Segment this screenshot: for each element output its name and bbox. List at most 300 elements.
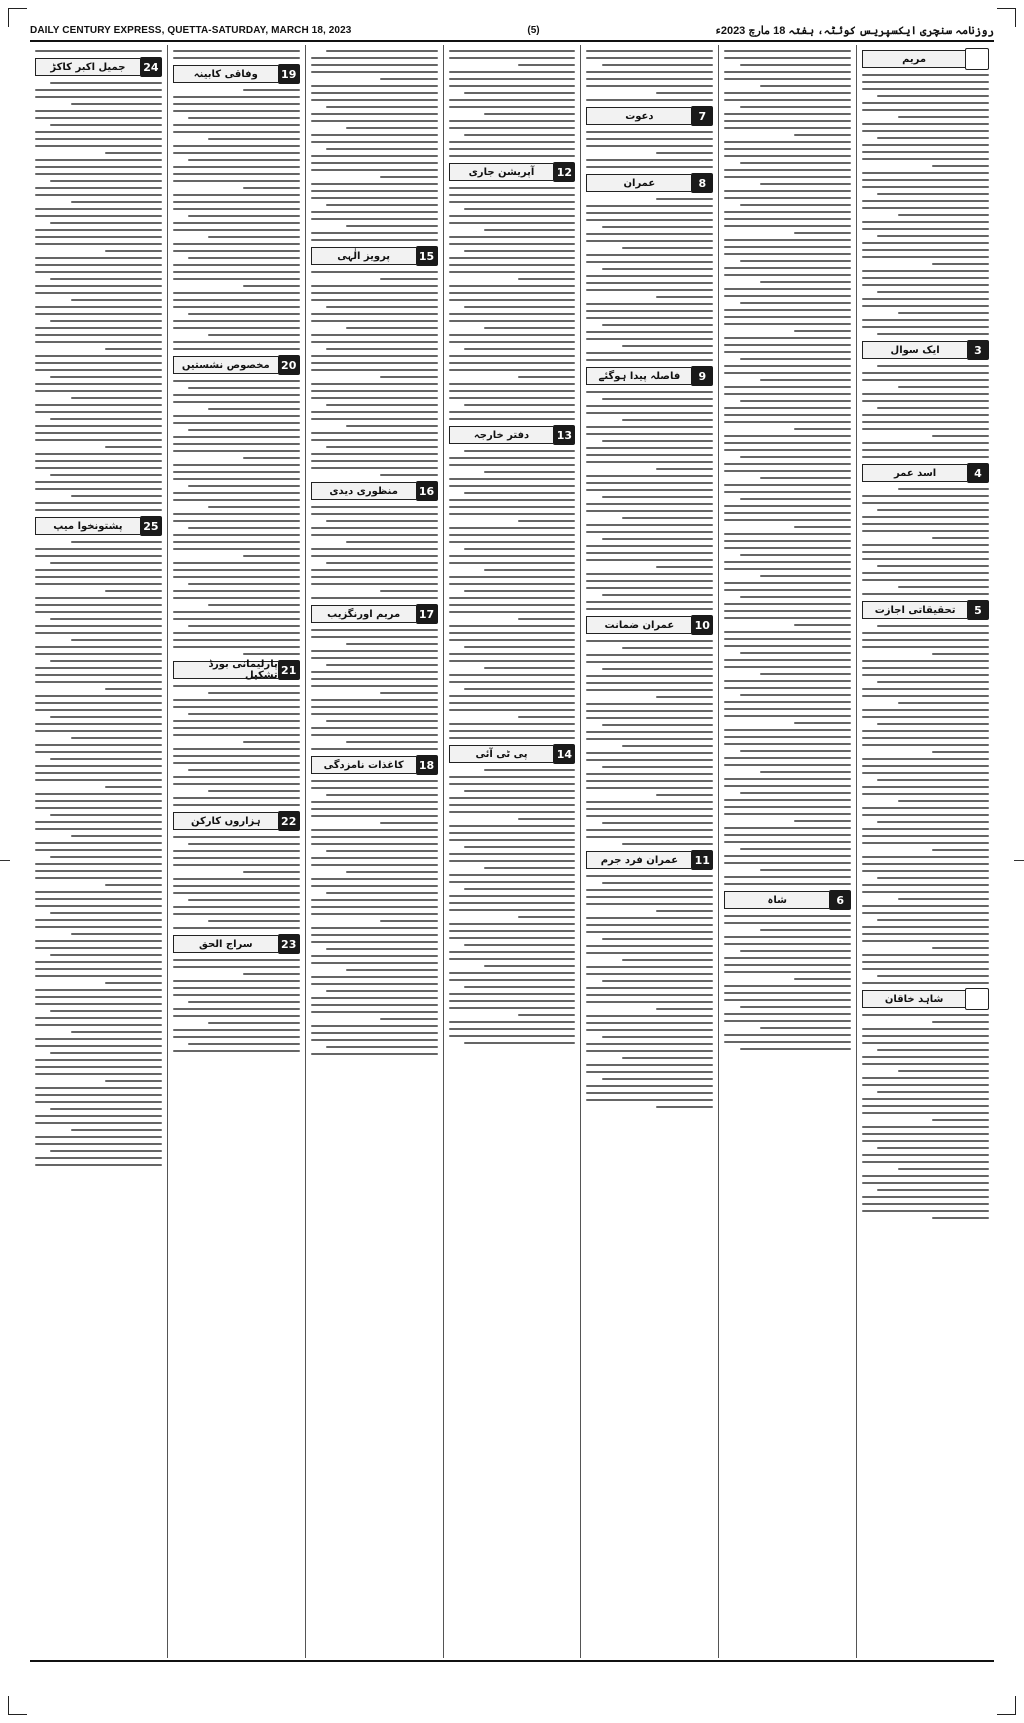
text-line [173, 1036, 300, 1038]
text-line [50, 660, 162, 662]
text-line [724, 421, 851, 423]
newspaper-page-body [30, 22, 994, 1682]
text-line [656, 92, 713, 94]
text-line [586, 654, 713, 656]
text-line [586, 545, 713, 547]
text-line [862, 221, 989, 223]
text-line [311, 460, 438, 462]
text-line [862, 1035, 989, 1037]
text-line [484, 471, 575, 473]
section-number: 3 [967, 340, 989, 360]
text-line [173, 173, 300, 175]
section-title: فاصلہ پیدا ہوگئے [586, 367, 691, 385]
section-number: 14 [553, 744, 575, 764]
text-line [724, 267, 851, 269]
text-line [50, 814, 162, 816]
text-line [586, 675, 713, 677]
text-line [449, 611, 576, 613]
text-line [35, 138, 162, 140]
text-line [173, 513, 300, 515]
text-line [50, 758, 162, 760]
text-line [449, 369, 576, 371]
text-line [622, 745, 713, 747]
text-line [724, 603, 851, 605]
text-line [449, 85, 576, 87]
text-line [760, 183, 851, 185]
text-line [862, 884, 989, 886]
text-line [464, 1042, 576, 1044]
text-line [71, 835, 162, 837]
text-line [173, 103, 300, 105]
text-line [35, 744, 162, 746]
text-line [105, 152, 162, 154]
text-line [173, 959, 300, 961]
text-line [862, 572, 989, 574]
text-line [724, 316, 851, 318]
text-line [622, 247, 713, 249]
text-line [586, 945, 713, 947]
section-number: 4 [967, 463, 989, 483]
article-body [586, 198, 713, 361]
text-line [50, 320, 162, 322]
text-line [724, 957, 851, 959]
text-line [586, 503, 713, 505]
text-line [188, 117, 300, 119]
text-line [243, 187, 300, 189]
registration-mark-right [1014, 860, 1024, 861]
text-line [311, 548, 438, 550]
text-line [862, 305, 989, 307]
text-line [724, 344, 851, 346]
text-line [740, 554, 852, 556]
text-line [586, 426, 713, 428]
text-line [932, 1119, 989, 1121]
text-line [602, 724, 714, 726]
text-line [898, 586, 989, 588]
text-line [586, 1022, 713, 1024]
text-line [862, 172, 989, 174]
text-line [484, 667, 575, 669]
section-title: مریم [862, 50, 965, 68]
text-line [740, 1048, 852, 1050]
text-line [35, 439, 162, 441]
text-line [862, 1126, 989, 1128]
text-line [724, 617, 851, 619]
text-line [586, 359, 713, 361]
section-header [862, 989, 989, 1009]
text-line [311, 190, 438, 192]
text-line [464, 404, 576, 406]
text-line [35, 975, 162, 977]
text-line [105, 786, 162, 788]
text-line [932, 537, 989, 539]
text-line [380, 822, 437, 824]
text-line [173, 618, 300, 620]
text-line [449, 930, 576, 932]
text-line [173, 1050, 300, 1052]
text-line [35, 1017, 162, 1019]
text-line [35, 905, 162, 907]
text-line [35, 891, 162, 893]
text-line [586, 78, 713, 80]
text-line [518, 64, 575, 66]
text-line [173, 892, 300, 894]
text-line [877, 975, 989, 977]
section-header [311, 246, 438, 266]
text-line [311, 390, 438, 392]
article-body [724, 50, 851, 885]
text-line [173, 1015, 300, 1017]
text-line [464, 548, 576, 550]
text-line [326, 348, 438, 350]
text-line [35, 1038, 162, 1040]
text-line [449, 881, 576, 883]
text-line [173, 380, 300, 382]
text-line [740, 302, 852, 304]
text-line [311, 527, 438, 529]
text-line [602, 668, 714, 670]
text-line [449, 390, 576, 392]
text-line [622, 1057, 713, 1059]
text-line [311, 232, 438, 234]
text-line [346, 871, 437, 873]
text-line [862, 495, 989, 497]
text-line [35, 1087, 162, 1089]
text-line [173, 180, 300, 182]
section-header [586, 366, 713, 386]
text-line [586, 1092, 713, 1094]
text-line [449, 797, 576, 799]
text-line [173, 436, 300, 438]
article-body [862, 365, 989, 458]
text-line [760, 281, 851, 283]
text-line [877, 509, 989, 511]
text-line [173, 250, 300, 252]
section-title: عمران [586, 174, 691, 192]
text-line [724, 827, 851, 829]
text-line [877, 1189, 989, 1191]
text-line [173, 131, 300, 133]
text-line [740, 694, 852, 696]
text-line [326, 306, 438, 308]
text-line [173, 885, 300, 887]
text-line [862, 954, 989, 956]
text-line [724, 190, 851, 192]
text-line [724, 1020, 851, 1022]
text-line [173, 906, 300, 908]
text-line [862, 870, 989, 872]
text-line [35, 271, 162, 273]
text-line [173, 499, 300, 501]
text-line [243, 457, 300, 459]
text-line [311, 313, 438, 315]
text-line [173, 727, 300, 729]
text-line [862, 372, 989, 374]
text-line [208, 138, 299, 140]
section-number: 10 [691, 615, 713, 635]
section-title: مخصوص نشستیں [173, 356, 278, 374]
text-line [449, 57, 576, 59]
text-line [311, 439, 438, 441]
text-line [449, 937, 576, 939]
text-line [35, 509, 162, 511]
text-line [656, 1008, 713, 1010]
text-line [35, 842, 162, 844]
text-line [602, 594, 714, 596]
section-title: پارلیمانی بورڈ تشکیل [173, 661, 278, 679]
text-line [586, 608, 713, 610]
text-line [50, 618, 162, 620]
section-header [862, 600, 989, 620]
article-body [862, 625, 989, 984]
text-line [656, 1106, 713, 1108]
text-line [346, 425, 437, 427]
text-line [724, 393, 851, 395]
text-line [105, 348, 162, 350]
text-line [326, 148, 438, 150]
text-line [862, 667, 989, 669]
text-line [50, 912, 162, 914]
text-line [35, 264, 162, 266]
text-line [188, 159, 300, 161]
text-line [862, 523, 989, 525]
text-line [188, 313, 300, 315]
text-line [35, 488, 162, 490]
text-line [724, 855, 851, 857]
text-line [877, 681, 989, 683]
text-line [188, 583, 300, 585]
text-line [449, 653, 576, 655]
text-line [586, 917, 713, 919]
text-line [173, 857, 300, 859]
text-line [449, 853, 576, 855]
text-line [724, 113, 851, 115]
text-line [380, 176, 437, 178]
article-body [311, 629, 438, 750]
text-line [724, 883, 851, 885]
text-line [862, 639, 989, 641]
text-line [35, 467, 162, 469]
text-line [602, 822, 714, 824]
text-line [35, 229, 162, 231]
text-line [173, 145, 300, 147]
text-line [173, 927, 300, 929]
text-line [311, 780, 438, 782]
text-line [346, 741, 437, 743]
text-line [311, 927, 438, 929]
text-line [311, 64, 438, 66]
text-line [449, 155, 576, 157]
text-line [862, 270, 989, 272]
text-line [656, 468, 713, 470]
text-line [311, 685, 438, 687]
text-line [724, 78, 851, 80]
text-line [724, 666, 851, 668]
text-line [311, 1011, 438, 1013]
text-line [586, 966, 713, 968]
text-line [602, 268, 714, 270]
article-body [586, 640, 713, 845]
text-line [586, 808, 713, 810]
text-line [326, 204, 438, 206]
text-line [862, 856, 989, 858]
text-line [862, 1028, 989, 1030]
text-line [35, 968, 162, 970]
column-4 [443, 45, 581, 1658]
text-line [862, 1140, 989, 1142]
text-line [932, 263, 989, 265]
text-line [862, 319, 989, 321]
text-line [862, 730, 989, 732]
text-line [877, 137, 989, 139]
text-line [71, 397, 162, 399]
text-line [724, 176, 851, 178]
text-line [518, 618, 575, 620]
text-line [760, 771, 851, 773]
text-line [311, 836, 438, 838]
text-line [35, 362, 162, 364]
text-line [35, 1136, 162, 1138]
text-line [311, 292, 438, 294]
text-line [311, 629, 438, 631]
text-line [449, 127, 576, 129]
section-number: 9 [691, 366, 713, 386]
text-line [449, 78, 576, 80]
text-line [862, 81, 989, 83]
text-line [586, 559, 713, 561]
text-line [311, 418, 438, 420]
registration-mark-left [0, 860, 10, 861]
article-body [449, 50, 576, 157]
text-line [311, 962, 438, 964]
text-line [173, 201, 300, 203]
text-line [173, 776, 300, 778]
text-line [311, 513, 438, 515]
text-line [862, 1042, 989, 1044]
text-line [449, 485, 576, 487]
text-line [724, 225, 851, 227]
text-line [724, 519, 851, 521]
text-line [862, 242, 989, 244]
text-line [586, 573, 713, 575]
text-line [449, 972, 576, 974]
text-line [35, 1045, 162, 1047]
text-line [586, 275, 713, 277]
text-line [586, 987, 713, 989]
text-line [35, 898, 162, 900]
text-line [586, 1071, 713, 1073]
text-line [724, 547, 851, 549]
section-header [173, 64, 300, 84]
section-number: 23 [278, 934, 300, 954]
text-line [35, 646, 162, 648]
text-line [173, 110, 300, 112]
text-line [586, 310, 713, 312]
article-body [173, 380, 300, 655]
text-line [877, 1091, 989, 1093]
text-line [760, 673, 851, 675]
text-line [877, 723, 989, 725]
text-line [794, 820, 851, 822]
text-line [449, 625, 576, 627]
text-line [724, 169, 851, 171]
text-line [518, 916, 575, 918]
text-line [586, 159, 713, 161]
text-line [35, 793, 162, 795]
text-line [173, 348, 300, 350]
text-line [656, 566, 713, 568]
text-line [862, 940, 989, 942]
text-line [449, 457, 576, 459]
text-line [173, 401, 300, 403]
text-line [35, 548, 162, 550]
text-line [724, 386, 851, 388]
text-line [243, 285, 300, 287]
text-line [724, 736, 851, 738]
text-line [173, 96, 300, 98]
article-body [586, 875, 713, 1108]
text-line [464, 590, 576, 592]
text-line [586, 752, 713, 754]
text-line [656, 152, 713, 154]
text-line [724, 50, 851, 52]
text-line [35, 674, 162, 676]
text-line [724, 971, 851, 973]
text-line [326, 446, 438, 448]
text-line [877, 877, 989, 879]
text-line [898, 800, 989, 802]
text-line [311, 120, 438, 122]
section-number: 24 [140, 57, 162, 77]
text-line [898, 214, 989, 216]
text-line [724, 1034, 851, 1036]
text-line [724, 127, 851, 129]
text-line [622, 843, 713, 845]
text-line [105, 688, 162, 690]
text-line [724, 71, 851, 73]
text-line [724, 505, 851, 507]
text-line [311, 808, 438, 810]
section-header [724, 890, 851, 910]
text-line [586, 338, 713, 340]
text-line [518, 716, 575, 718]
text-line [173, 632, 300, 634]
section-title: وفاقی کابینہ [173, 65, 278, 83]
text-line [326, 664, 438, 666]
column-6 [167, 45, 305, 1658]
text-line [724, 922, 851, 924]
text-line [464, 306, 576, 308]
text-line [243, 555, 300, 557]
text-line [208, 334, 299, 336]
text-line [311, 997, 438, 999]
text-line [173, 278, 300, 280]
text-line [760, 379, 851, 381]
text-line [862, 74, 989, 76]
text-line [449, 215, 576, 217]
text-line [724, 785, 851, 787]
article-body [173, 959, 300, 1052]
text-line [50, 474, 162, 476]
text-line [724, 680, 851, 682]
text-line [311, 1025, 438, 1027]
header-rule [30, 40, 994, 42]
article-body [173, 685, 300, 806]
text-line [50, 1010, 162, 1012]
text-line [311, 362, 438, 364]
masthead-english: DAILY CENTURY EXPRESS, QUETTA-SATURDAY, MARCH 18, 2023 [30, 24, 352, 36]
text-line [449, 383, 576, 385]
